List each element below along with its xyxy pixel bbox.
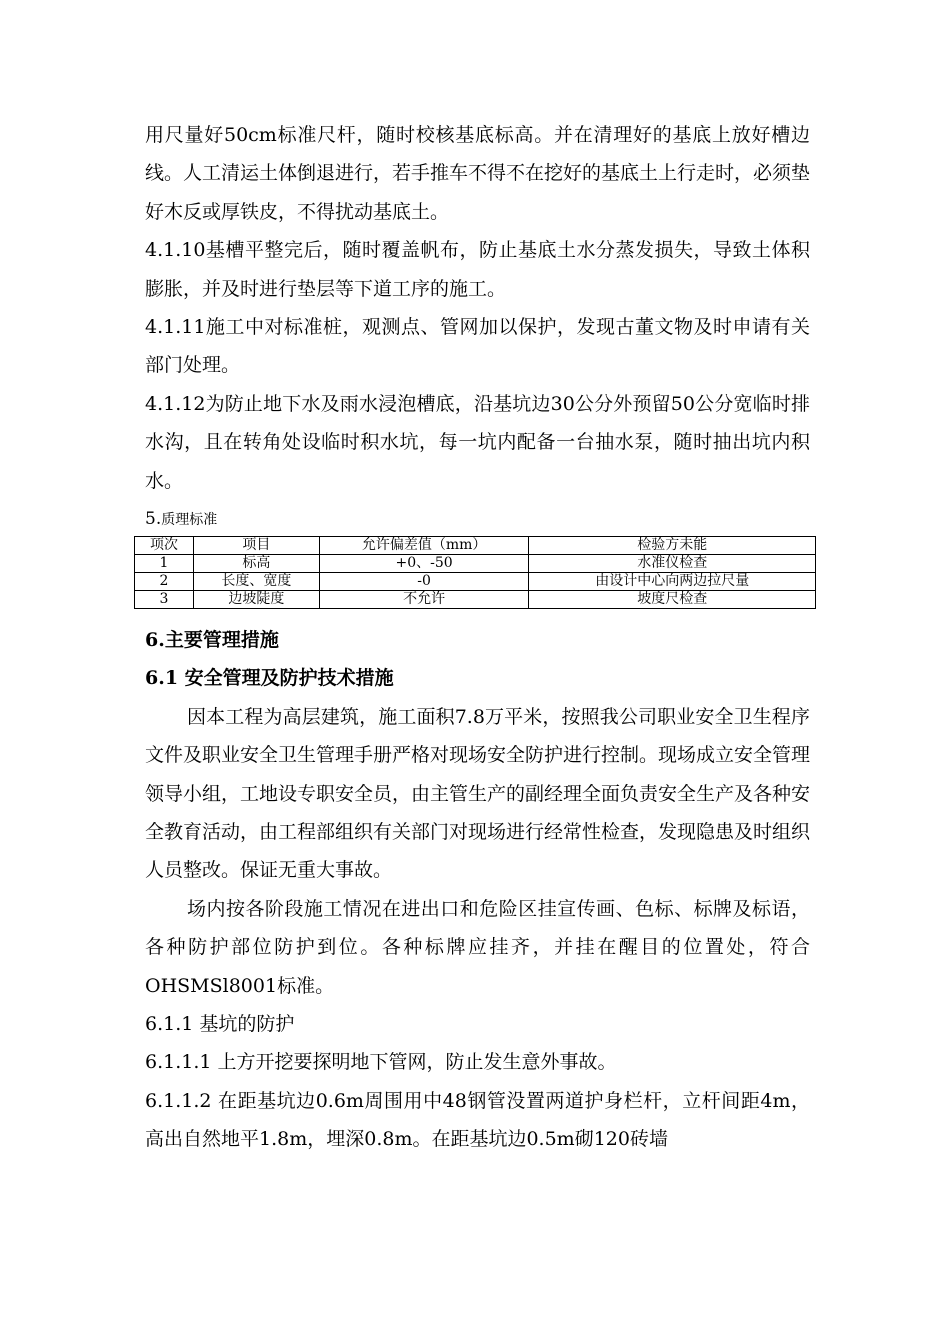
table-cell: 1 xyxy=(135,555,194,573)
table-cell: 2 xyxy=(135,573,194,591)
item-6-1-1-1: 6.1.1.1 上方开挖要探明地下管网，防止发生意外事故。 xyxy=(145,1051,617,1074)
paragraph-site-signage: 场内按各阶段施工情况在进出口和危险区挂宣传画、色标、标牌及标语，各种防护部位防护到位。各种标牌应挂齐，并挂在醒目的位置处，符合OHSMSl8001标准。 xyxy=(145,897,810,997)
quality-standard-table xyxy=(134,536,816,609)
table-row xyxy=(135,555,816,573)
paragraph-continuation: 用尺量好50cm标准尺杆，随时校核基底标高。并在清理好的基底上放好槽边线。人工清运土体倒退进行，若手推车不得不在挖好的基底土上行走时，必须垫好木反或厚铁皮，不得扰动基底土。 xyxy=(145,124,811,223)
paragraph-4-1-11: 4.1.11施工中对标准桩，观测点、管网加以保护，发现古董文物及时申请有关部门处理。 xyxy=(145,316,810,377)
top-text-block xyxy=(145,116,810,500)
table-cell: +0、-50 xyxy=(319,555,529,573)
table-cell: 长度、宽度 xyxy=(193,573,319,591)
table-header-cell: 项目 xyxy=(193,537,319,555)
section-6-block xyxy=(145,621,810,1159)
item-6-1-1: 6.1.1 基坑的防护 xyxy=(145,1013,295,1036)
section-5-title: 质理标准 xyxy=(161,512,218,528)
table-cell: 标高 xyxy=(193,555,319,573)
table-header-row xyxy=(135,537,816,555)
section-6-1-heading: 6.1 安全管理及防护技术措施 xyxy=(145,667,394,690)
paragraph-4-1-12: 4.1.12为防止地下水及雨水浸泡槽底，沿基坑边30公分外预留50公分宽临时排水沟，且在转角处设临时积水坑，每一坑内配备一台抽水泵，随时抽出坑内积水。 xyxy=(145,392,810,492)
paragraph-safety-management: 因本工程为高层建筑，施工面积7.8万平米，按照我公司职业安全卫生程序文件及职业安全卫生管理手册严格对现场安全防护进行控制。现场成立安全管理领导小组，工地设专职安全员，由主管生产的副经理全面负责安全生产及各种安全教育活动，由工程部组织有关部门对现场进行经常性检查，发现隐患及时组织人员整改。保证无重大事故。 xyxy=(145,705,811,882)
table-cell: 水准仪检查 xyxy=(529,555,816,573)
table-cell: 由设计中心向两边拉尺量 xyxy=(529,573,816,591)
section-6-heading: 6.主要管理措施 xyxy=(145,629,279,651)
table-header-cell: 允许偏差值（mm） xyxy=(319,537,529,555)
table-row xyxy=(135,573,816,591)
table-cell: -0 xyxy=(319,573,529,591)
table-row xyxy=(135,591,816,609)
section-5-number: 5. xyxy=(145,509,162,529)
section-5-heading xyxy=(145,508,217,531)
paragraph-4-1-10: 4.1.10基槽平整完后，随时覆盖帆布，防止基底土水分蒸发损失，导致土体积膨胀，并及时进行垫层等下道工序的施工。 xyxy=(145,239,810,300)
table-header-cell: 检验方未能 xyxy=(529,537,816,555)
table-cell: 坡度尺检查 xyxy=(529,591,816,609)
item-6-1-1-2: 6.1.1.2 在距基坑边0.6m周围用中48钢管没置两道护身栏杆，立杆间距4m，高出自然地平1.8m，埋深0.8m。在距基坑边0.5m砌120砖墙 xyxy=(145,1089,810,1151)
table-header-cell: 项次 xyxy=(135,537,194,555)
table-cell: 边坡陡度 xyxy=(193,591,319,609)
table-cell: 3 xyxy=(135,591,194,609)
table-cell: 不允许 xyxy=(319,591,529,609)
